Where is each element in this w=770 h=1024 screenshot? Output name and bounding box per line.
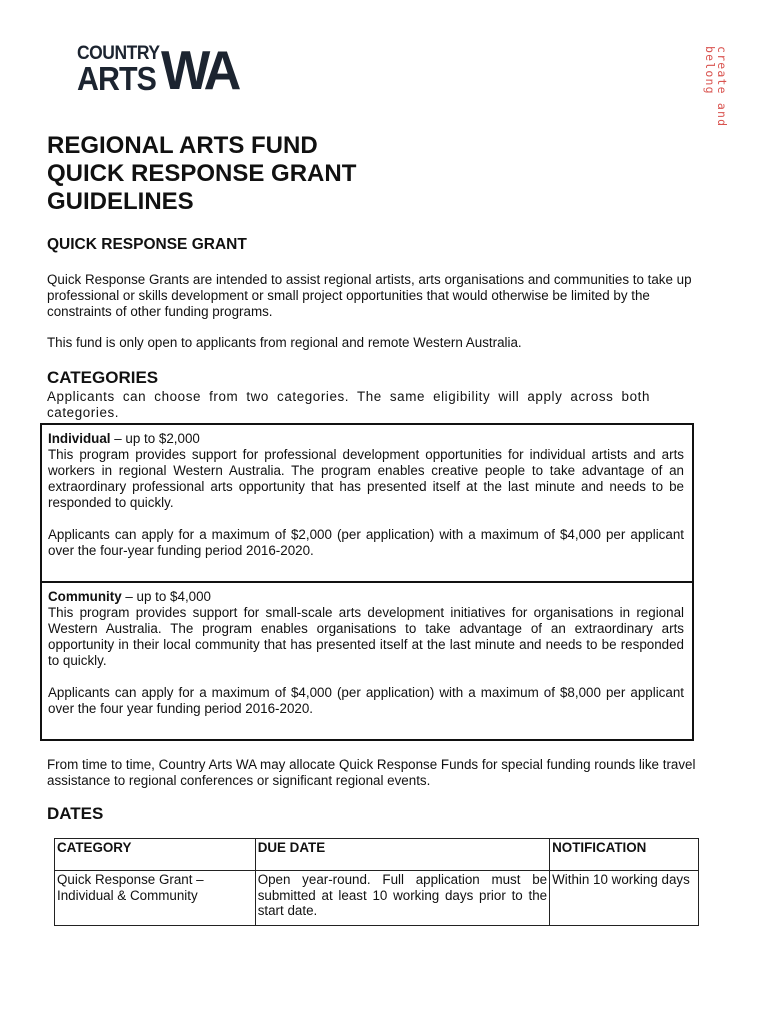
title-line: GUIDELINES [47,188,194,215]
intro-paragraph: Quick Response Grants are intended to assist regional artists, arts organisations and communities to take up professional or skills development or small project opportunities that would otherwise be limited by the constraints of other funding programs. [47,272,692,319]
individual-description: This program provides support for professional development opportunities for individual artists and arts workers in regional Western Australia. The program enables creative people to take advantage of an extraordinary professional arts opportunity that has presented itself at the last minute and needs to be responded to quickly. [48,447,684,510]
title-line: QUICK RESPONSE GRANT [47,160,357,187]
special-rounds-paragraph: From time to time, Country Arts WA may allocate Quick Response Funds for special funding rounds like travel assistance to regional conferences or significant regional events. [47,757,696,788]
table-row [55,871,699,926]
country-arts-wa-logo [77,39,247,101]
dates-table [54,838,699,926]
table-header-row [55,839,699,871]
individual-amount: – up to $2,000 [110,431,200,446]
categories-intro: Applicants can choose from two categories. The same eligibility will apply across both categories. [47,389,650,420]
individual-limit: Applicants can apply for a maximum of $2,000 (per application) with a maximum of $4,000 per applicant over the four-year funding period 2016-2020. [48,527,684,558]
community-title [48,589,684,605]
community-name: Community [48,589,122,604]
logo-line-country: COUNTRY [77,43,160,64]
community-amount: – up to $4,000 [121,589,212,604]
quick-response-heading: QUICK RESPONSE GRANT [47,236,247,253]
individual-title [48,431,684,447]
table-cell-category: Quick Response Grant – Individual & Community [55,871,256,926]
community-description: This program provides support for small-scale arts development initiatives for organisations in regional Western Australia. The program enables organisations to take advantage of an extraordinary arts opportunity in their local community that has presented itself at the last minute and needs to be responded to quickly. [48,605,684,668]
table-cell-notification: Within 10 working days [550,871,699,926]
title-line: REGIONAL ARTS FUND [47,132,318,159]
individual-category-box [40,423,694,583]
logo-wa-mark: WA [161,39,238,101]
table-cell-due-date: Open year-round. Full application must be submitted at least 10 working days prior to the start date. [255,871,549,926]
individual-name: Individual [48,431,111,446]
community-limit: Applicants can apply for a maximum of $4,000 (per application) with a maximum of $8,000 per applicant over the four year funding period 2016-2020. [48,685,684,716]
column-header: DUE DATE [255,839,549,871]
page-title [47,132,356,216]
column-header: NOTIFICATION [550,839,699,871]
eligibility-paragraph: This fund is only open to applicants from regional and remote Western Australia. [47,335,522,350]
tagline: create and belong [703,46,729,128]
dates-heading: DATES [47,804,104,823]
logo-line-arts: ARTS [77,60,156,97]
categories-heading: CATEGORIES [47,368,159,387]
community-category-box [40,581,694,741]
column-header: CATEGORY [55,839,256,871]
